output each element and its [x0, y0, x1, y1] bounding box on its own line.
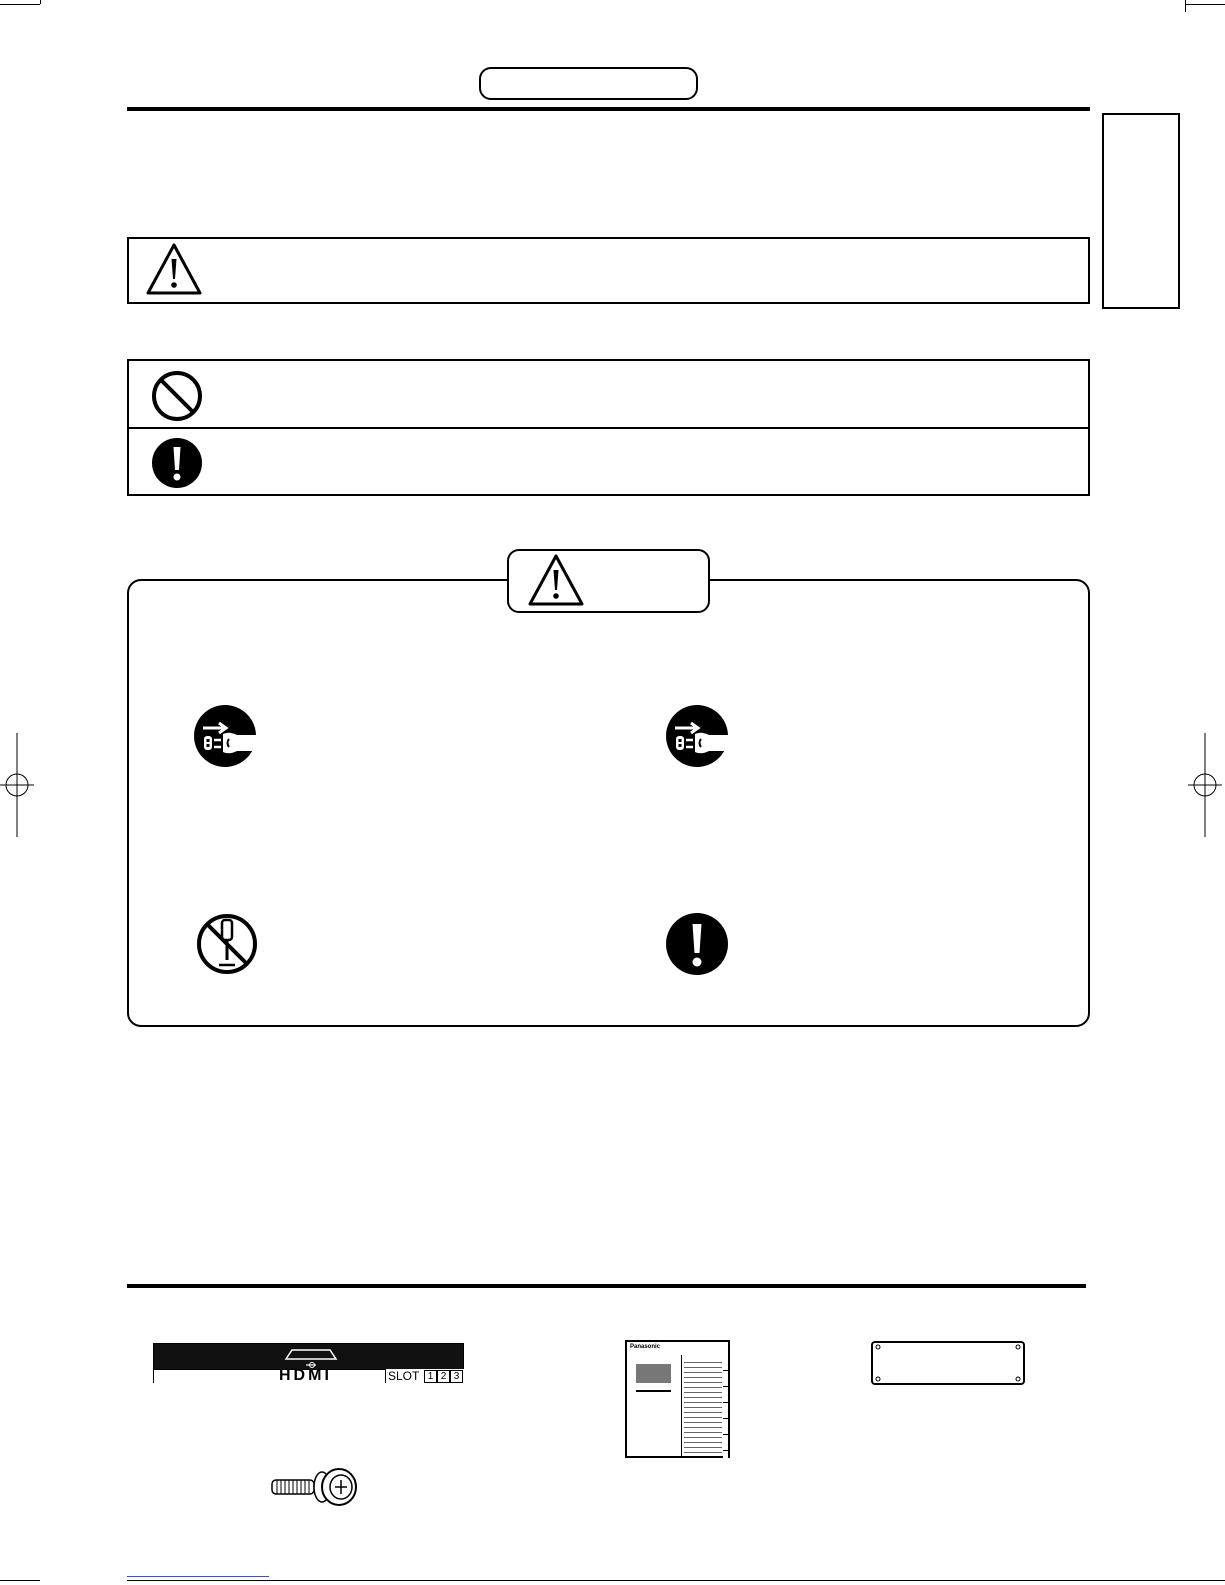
registration-mark-right-icon: [1188, 733, 1222, 837]
manual-contents-lines: [684, 1358, 722, 1456]
unplug-power-icon: [193, 704, 257, 768]
manual-brand: Panasonic: [630, 1344, 661, 1350]
side-language-tab: [1102, 113, 1180, 309]
warning-triangle-icon: [145, 242, 203, 296]
manual-cover-line: [636, 1390, 671, 1392]
slot-label-box: [385, 1369, 464, 1383]
screw-icon: [268, 1466, 362, 1510]
mandatory-exclamation-icon: [150, 436, 204, 490]
mandatory-exclamation-icon: [665, 912, 729, 976]
slot-number: 3: [450, 1370, 463, 1383]
link-underline: [127, 1576, 269, 1577]
warning-panel: [127, 579, 1090, 1027]
prohibition-icon: [150, 369, 204, 423]
crop-mark-top-right-h: [1185, 4, 1225, 5]
registration-mark-left-icon: [0, 733, 34, 837]
operating-instructions-manual: [625, 1340, 730, 1458]
section-title-pill: [479, 67, 698, 100]
crop-mark-top-left-v: [40, 0, 41, 4]
accessories-rule: [127, 1284, 1086, 1288]
slot-label: SLOT: [388, 1369, 420, 1383]
warning-triangle-icon: [527, 553, 585, 607]
terminal-board-image: [153, 1343, 464, 1383]
crop-mark-bottom-mid: [127, 1580, 1187, 1581]
hdmi-logo: HDMI: [279, 1367, 332, 1384]
legend-divider: [127, 427, 1090, 429]
hdmi-port-icon: [282, 1347, 340, 1369]
unplug-power-icon: [665, 704, 729, 768]
caution-note-box: [127, 237, 1090, 304]
blank-plate-icon: [870, 1340, 1026, 1386]
slot-number: 2: [437, 1370, 450, 1383]
crop-mark-bottom-left-h: [0, 1580, 40, 1581]
manual-tab-strip: [723, 1355, 728, 1458]
crop-mark-top-right-v: [1185, 0, 1186, 12]
header-rule: [127, 107, 1090, 111]
manual-cover-block: [636, 1364, 671, 1383]
crop-mark-bottom-right-h: [1185, 1580, 1225, 1581]
do-not-disassemble-icon: [195, 912, 259, 976]
slot-number: 1: [424, 1370, 437, 1383]
crop-mark-top-left-h: [0, 4, 40, 5]
